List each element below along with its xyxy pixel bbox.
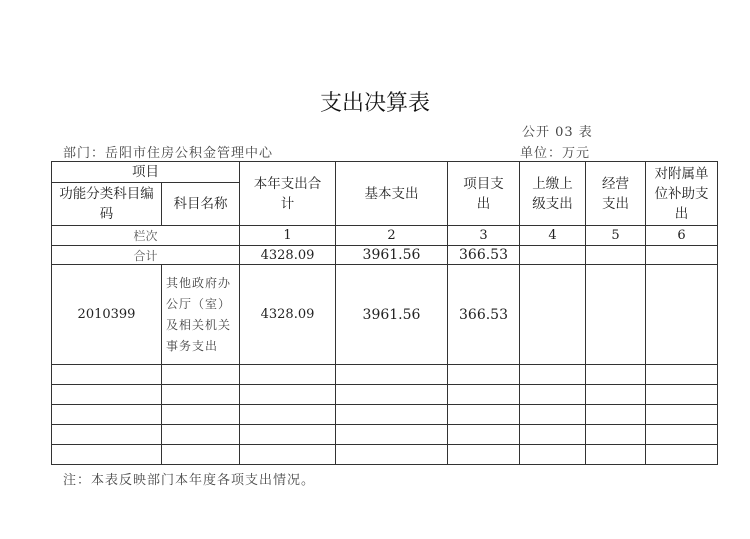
header-subsidy: 对附属单位补助支出 — [646, 162, 718, 226]
header-project-expense: 项目支出 — [448, 162, 520, 226]
lanci-col: 3 — [448, 226, 520, 246]
empty-row — [52, 445, 718, 465]
total-sum: 4328.09 — [240, 246, 336, 265]
row-operation — [586, 265, 646, 365]
row-basic: 3961.56 — [336, 265, 448, 365]
total-project-expense: 366.53 — [448, 246, 520, 265]
expenditure-table — [51, 161, 718, 465]
row-subsidy — [646, 265, 718, 365]
total-basic: 3961.56 — [336, 246, 448, 265]
form-number: 公开 03 表 — [522, 125, 593, 140]
empty-row — [52, 385, 718, 405]
header-row-1 — [52, 162, 718, 183]
header-operation: 经营支出 — [586, 162, 646, 226]
lanci-col: 1 — [240, 226, 336, 246]
header-basic: 基本支出 — [336, 162, 448, 226]
header-upper-payment: 上缴上级支出 — [520, 162, 586, 226]
row-subject-name: 其他政府办公厅（室）及相关机关事务支出 — [162, 265, 240, 365]
header-project: 项目 — [52, 162, 240, 183]
lanci-col: 4 — [520, 226, 586, 246]
row-project-expense: 366.53 — [448, 265, 520, 365]
header-total: 本年支出合计 — [240, 162, 336, 226]
empty-row — [52, 405, 718, 425]
lanci-col: 5 — [586, 226, 646, 246]
lanci-row — [52, 226, 718, 246]
header-func-code: 功能分类科目编码 — [52, 183, 162, 226]
header-subject-name: 科目名称 — [162, 183, 240, 226]
total-subsidy — [646, 246, 718, 265]
department-label: 部门：岳阳市住房公积金管理中心 — [63, 146, 274, 161]
total-upper — [520, 246, 586, 265]
lanci-col: 6 — [646, 226, 718, 246]
row-total: 4328.09 — [240, 265, 336, 365]
page-title: 支出决算表 — [319, 91, 430, 116]
lanci-col: 2 — [336, 226, 448, 246]
empty-row — [52, 365, 718, 385]
row-code: 2010399 — [52, 265, 162, 365]
lanci-label: 栏次 — [52, 226, 240, 246]
total-row — [52, 246, 718, 265]
total-operation — [586, 246, 646, 265]
total-label: 合计 — [52, 246, 240, 265]
empty-row — [52, 425, 718, 445]
table-note: 注：本表反映部门本年度各项支出情况。 — [63, 473, 316, 488]
table-row — [52, 265, 718, 365]
unit-label: 单位：万元 — [520, 146, 591, 161]
row-upper — [520, 265, 586, 365]
